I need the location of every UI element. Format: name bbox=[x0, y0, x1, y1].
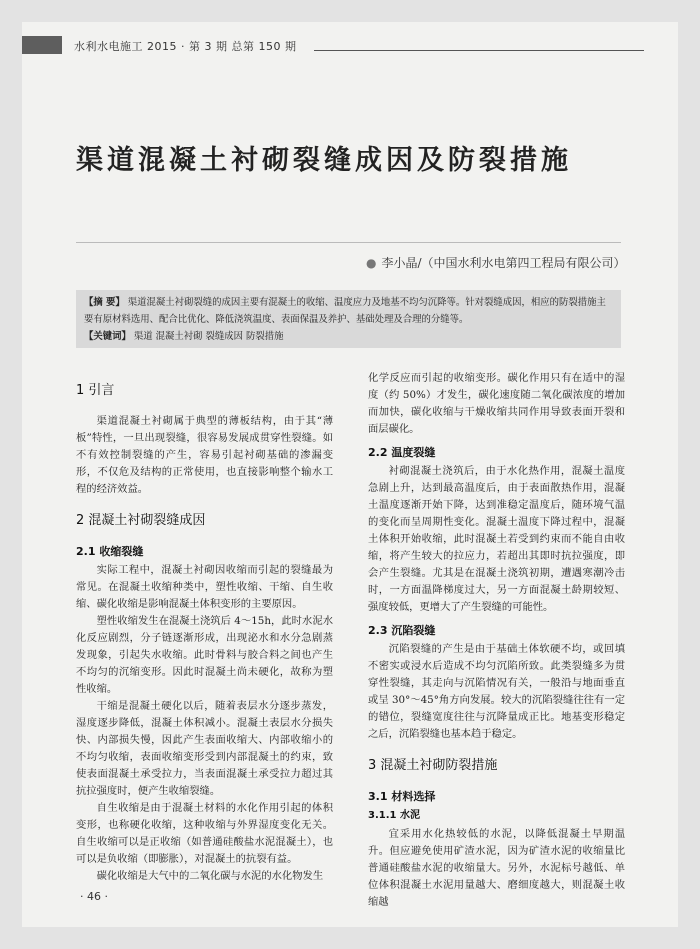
journal-info: 水利水电施工 2015 · 第 3 期 总第 150 期 bbox=[74, 40, 297, 53]
title-rule bbox=[76, 242, 621, 243]
abstract-text: 渠道混凝土衬砌裂缝的成因主要有混凝土的收缩、温度应力及地基不均匀沉降等。针对裂缝成因，相应的防裂措施主要有原材料选用、配合比优化、降低浇筑温度、表面保温及养护、基础处理及合理的分缝等。 bbox=[84, 297, 606, 325]
paragraph: 衬砌混凝土浇筑后，由于水化热作用，混凝土温度急剧上升，达到最高温度后，由于表面散热作用，混凝土温度逐渐开始下降，达到准稳定温度后，随环境气温的变化而呈周期性变化。混凝土温度下降过程中，混凝土体积开始收缩，此时混凝土若受到约束而不能自由收缩，将产生较大的拉应力，若超出其即时抗拉强度，即会产生裂缝。尤其是在混凝土浇筑初期，遭遇寒潮冷击时，一方面温降梯度过大，另一方面混凝土龄期较短、强度较低，更增大了产生裂缝的可能性。 bbox=[368, 465, 625, 613]
paragraph: 碳化收缩是大气中的二氧化碳与水泥的水化物发生 bbox=[96, 870, 324, 882]
keywords-label: 【关键词】 bbox=[84, 331, 131, 342]
subsection-heading: 2.2 温度裂缝 bbox=[368, 446, 436, 459]
abstract-box bbox=[76, 290, 621, 348]
abstract-label: 【摘 要】 bbox=[84, 297, 125, 308]
keywords-text: 渠道 混凝土衬砌 裂缝成因 防裂措施 bbox=[133, 331, 284, 342]
subsection-heading: 2.1 收缩裂缝 bbox=[76, 545, 144, 558]
subsection-heading: 2.3 沉陷裂缝 bbox=[368, 624, 436, 637]
subsubsection-heading: 3.1.1 水泥 bbox=[368, 810, 420, 821]
article-title: 渠道混凝土衬砌裂缝成因及防裂措施 bbox=[76, 145, 572, 176]
paragraph: 渠道混凝土衬砌属于典型的薄板结构，由于其“薄板”特性，一旦出现裂缝，很容易发展成贯穿性裂缝。如不有效控制裂缝的产生，容易引起衬砌基础的渗漏变形，不仅危及结构的正常使用，也直接影响整个输水工程的经济效益。 bbox=[76, 415, 333, 495]
subsection-heading: 3.1 材料选择 bbox=[368, 790, 436, 803]
author-line bbox=[366, 254, 626, 271]
paragraph: 干缩是混凝土硬化以后，随着表层水分逐步蒸发，湿度逐步降低，混凝土体积减小。混凝土表层水分损失快、内部损失慢，因此产生表面收缩大、内部收缩小的不均匀收缩，表面收缩变形受到内部混凝土的约束，致使表面混凝土承受拉力，当表面混凝土承受拉力超过其抗拉强度时，便产生收缩裂缝。 bbox=[76, 700, 333, 797]
bullet-icon: ● bbox=[366, 256, 377, 270]
paragraph: 宜采用水化热较低的水泥，以降低混凝土早期温升。但应避免使用矿渣水泥，因为矿渣水泥的收缩量比普通硅酸盐水泥的收缩量大。另外，水泥标号越低、单位体积混凝土水泥用量越大、磨细度越大，则混凝土收缩越 bbox=[368, 828, 625, 908]
right-column bbox=[368, 370, 625, 911]
running-header bbox=[22, 36, 648, 54]
paragraph: 沉陷裂缝的产生是由于基础土体软硬不均，或回填不密实或浸水后造成不均匀沉陷所致。此类裂缝多为贯穿性裂缝，其走向与沉陷情况有关，一般沿与地面垂直或呈 30°～45°角方向发展。较大的沉陷裂缝往往有一定的错位，裂缝宽度往往与沉降量成正比。地基变形稳定之后，沉陷裂缝也基本趋于稳定。 bbox=[368, 643, 625, 740]
page-number: · 46 · bbox=[80, 890, 108, 903]
section-heading: 1 引言 bbox=[76, 383, 115, 398]
header-block bbox=[22, 36, 62, 54]
abstract bbox=[84, 294, 613, 328]
section-heading: 2 混凝土衬砌裂缝成因 bbox=[76, 513, 206, 528]
section-heading: 3 混凝土衬砌防裂措施 bbox=[368, 758, 498, 773]
paragraph: 塑性收缩发生在混凝土浇筑后 4～15h，此时水泥水化反应剧烈，分子链逐渐形成，出现泌水和水分急剧蒸发现象，引起失水收缩。此时骨料与胶合料之间也产生不均匀的沉缩变形。因此时混凝土尚未硬化，故称为塑性收缩。 bbox=[76, 615, 333, 695]
paragraph: 化学反应而引起的收缩变形。碳化作用只有在适中的湿度（约 50%）才发生，碳化速度随二氧化碳浓度的增加而加快，碳化收缩与干燥收缩共同作用导致表面开裂和面层碳化。 bbox=[368, 372, 625, 435]
paragraph: 自生收缩是由于混凝土材料的水化作用引起的体积变形，也称硬化收缩，这种收缩与外界湿度变化无关。自生收缩可以是正收缩（如普通硅酸盐水泥混凝土），也可以是负收缩（即膨胀），对混凝土的抗裂有益。 bbox=[76, 802, 333, 865]
keywords bbox=[84, 328, 613, 345]
author-text: 李小晶/（中国水利水电第四工程局有限公司） bbox=[381, 256, 626, 270]
left-column bbox=[76, 370, 333, 885]
paragraph: 实际工程中，混凝土衬砌因收缩而引起的裂缝最为常见。在混凝土收缩种类中，塑性收缩、干缩、自生收缩、碳化收缩是影响混凝土体积变形的主要原因。 bbox=[76, 564, 333, 610]
header-rule bbox=[314, 50, 644, 51]
